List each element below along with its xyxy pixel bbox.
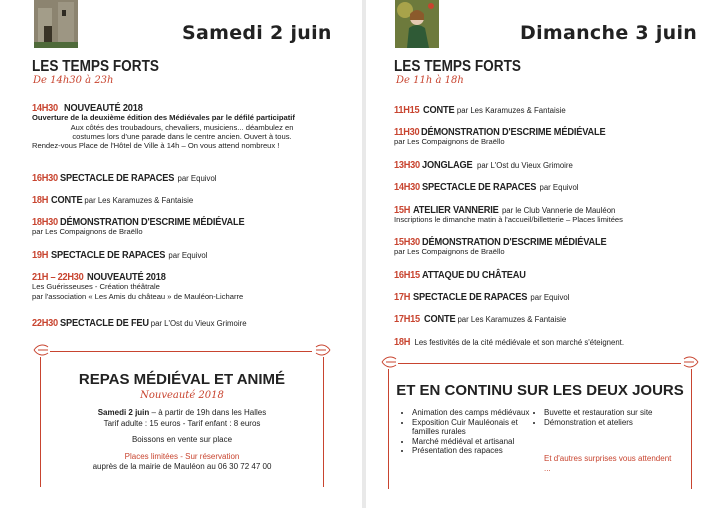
event-title: SPECTACLE DE RAPACES — [59, 172, 174, 184]
event-title: CONTE — [50, 194, 82, 206]
event-item — [32, 174, 217, 183]
event-desc: Les Guérisseuses - Création théâtrale — [32, 282, 160, 292]
event-desc: par Les Compaignons de Braëllo — [394, 247, 505, 257]
list-item: • Marché médiéval et artisanal — [412, 437, 534, 447]
section-title: LES TEMPS FORTS — [394, 58, 521, 75]
event-desc: Rendez-vous Place de l'Hôtel de Ville à 14h – On vous attend nombreux ! — [32, 141, 280, 151]
sunday-page — [366, 0, 728, 508]
event-title: DÉMONSTRATION D'ESCRIME MÉDIÉVALE — [59, 216, 245, 228]
box-line: auprès de la mairie de Mauléon au 06 30 72 47 00 — [92, 462, 272, 472]
box-line: Boissons en vente sur place — [131, 435, 233, 445]
event-item — [394, 238, 631, 257]
box-line: – à partir de 19h dans les Halles — [149, 408, 267, 417]
event-title: NOUVEAUTÉ 2018 — [86, 271, 166, 283]
section-hours: De 14h30 à 23h — [33, 75, 114, 86]
event-item — [32, 319, 247, 328]
event-time: 22H30 — [32, 317, 58, 329]
jongleur-photo — [395, 0, 439, 48]
day-title: Dimanche 3 juin — [520, 22, 698, 44]
fleuron-icon — [682, 355, 700, 369]
event-title: JONGLAGE — [421, 159, 473, 171]
event-time: 15H — [394, 204, 411, 216]
event-desc: Aux côtés des troubadours, chevaliers, musiciens... déambulez en — [70, 122, 294, 132]
event-title: SPECTACLE DE FEU — [59, 317, 149, 329]
event-time: 18H — [394, 336, 411, 348]
event-time: 18H — [32, 194, 49, 206]
event-title: DÉMONSTRATION D'ESCRIME MÉDIÉVALE — [421, 236, 607, 248]
event-desc: par Les Compaignons de Braëllo — [394, 137, 505, 147]
event-by: par Equivol — [539, 183, 579, 192]
event-by: par L'Ost du Vieux Grimoire — [150, 319, 247, 328]
event-by: par le Club Vannerie de Mauléon — [501, 206, 616, 215]
event-desc: costumes lors d'une parade dans le centre ancien. Ouvert à tous. — [72, 131, 292, 141]
event-title: SPECTACLE DE RAPACES — [50, 249, 165, 261]
event-time: 13H30 — [394, 159, 420, 171]
event-item — [32, 196, 193, 205]
event-desc: Ouverture de la deuxième édition des Médiévales par le défilé participatif — [32, 113, 295, 123]
box-title: REPAS MÉDIÉVAL ET ANIMÉ — [78, 371, 286, 388]
event-time: 11H30 — [394, 126, 420, 138]
list-item: • Démonstration et ateliers — [544, 418, 684, 428]
event-time: 14H30 — [32, 102, 58, 114]
event-desc: par Les Compaignons de Braëllo — [32, 227, 143, 237]
fleuron-icon — [32, 343, 50, 357]
event-time: 16H15 — [394, 269, 420, 281]
event-by: Les festivités de la cité médiévale et son marché s'éteignent. — [414, 338, 625, 347]
event-title: NOUVEAUTÉ 2018 — [63, 102, 143, 114]
fleuron-icon — [314, 343, 332, 357]
event-time: 15H30 — [394, 236, 420, 248]
list-item: • Exposition Cuir Mauléonais et familles rurales — [412, 418, 534, 437]
event-title: ATTAQUE DU CHÂTEAU — [421, 269, 526, 281]
event-time: 17H15 — [394, 313, 420, 325]
event-title: DÉMONSTRATION D'ESCRIME MÉDIÉVALE — [421, 126, 606, 138]
event-item — [394, 206, 623, 225]
list-item: • Buvette et restauration sur site — [544, 408, 684, 418]
list-item: • Animation des camps médiévaux — [412, 408, 534, 418]
box-border — [50, 351, 312, 352]
day-title: Samedi 2 juin — [182, 22, 332, 44]
event-item — [32, 218, 269, 237]
event-time: 11H15 — [394, 104, 420, 116]
event-item — [394, 161, 573, 170]
extra-note: Et d'autres surprises vous attendent ... — [544, 454, 672, 473]
event-by: par Les Karamuzes & Fantaisie — [456, 106, 566, 115]
event-by: par Les Karamuzes & Fantaisie — [84, 196, 194, 205]
box-line: Tarif adulte : 15 euros - Tarif enfant : 8 euros — [103, 418, 261, 428]
list-item: • Présentation des rapaces — [412, 446, 534, 456]
box-title: ET EN CONTINU SUR LES DEUX JOURS — [396, 382, 684, 399]
box-line: Places limitées - Sur réservation — [124, 451, 240, 461]
event-item — [32, 251, 207, 260]
fleuron-icon — [380, 355, 398, 369]
event-time: 21H – 22H30 — [32, 271, 84, 283]
event-by: par Equivol — [177, 174, 217, 183]
section-title: LES TEMPS FORTS — [32, 58, 159, 75]
box-text — [40, 408, 324, 473]
box-border — [398, 363, 681, 364]
box-date: Samedi 2 juin — [97, 408, 150, 417]
box-subtitle: Nouveauté 2018 — [140, 390, 224, 401]
event-title: SPECTACLE DE RAPACES — [412, 291, 527, 303]
event-by: par Equivol — [168, 251, 208, 260]
event-item — [394, 338, 624, 347]
event-desc: par l'association « Les Amis du château » de Mauléon-Licharre — [32, 291, 244, 301]
event-item — [394, 106, 566, 115]
event-item — [394, 315, 566, 324]
section-hours: De 11h à 18h — [396, 75, 464, 86]
event-title: SPECTACLE DE RAPACES — [421, 181, 536, 193]
event-title: ATELIER VANNERIE — [412, 204, 499, 216]
event-by: par Equivol — [530, 293, 570, 302]
activity-list — [404, 408, 534, 456]
event-time: 17H — [394, 291, 411, 303]
event-by: par L'Ost du Vieux Grimoire — [477, 161, 573, 170]
event-desc: Inscriptions le dimanche matin à l'accueil/billetterie – Places limitées — [394, 215, 623, 225]
event-item — [394, 128, 631, 147]
event-time: 19H — [32, 249, 49, 261]
event-item — [394, 293, 569, 302]
event-by: par Les Karamuzes & Fantaisie — [457, 315, 567, 324]
event-title: CONTE — [423, 313, 456, 325]
event-item — [32, 104, 332, 150]
event-item — [32, 273, 243, 301]
event-item — [394, 183, 579, 192]
event-title: CONTE — [423, 104, 455, 116]
event-time: 14H30 — [394, 181, 420, 193]
event-time: 16H30 — [32, 172, 58, 184]
castle-photo — [34, 0, 78, 48]
saturday-page — [0, 0, 362, 508]
event-item — [394, 271, 540, 280]
event-time: 18H30 — [32, 216, 58, 228]
activity-list — [536, 408, 684, 427]
